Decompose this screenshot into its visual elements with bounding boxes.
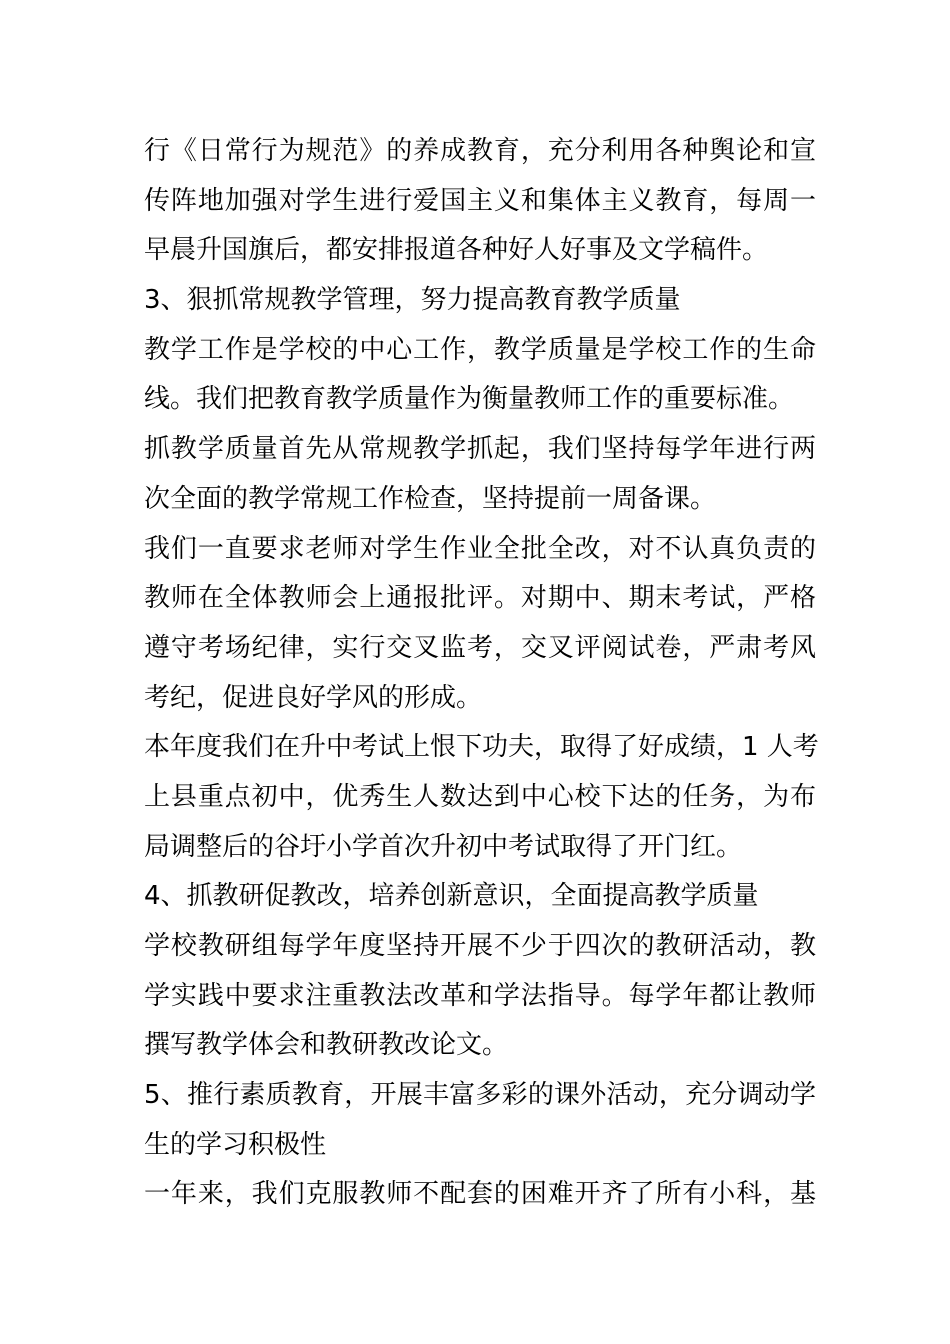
text-line: 传阵地加强对学生进行爱国主义和集体主义教育，每周一 [144, 185, 816, 216]
text-line: 上县重点初中，优秀生人数达到中心校下达的任务，为布 [144, 781, 816, 812]
section-heading-4: 4、抓教研促教改，培养创新意识，全面提高教学质量 [144, 881, 759, 912]
document-body [144, 127, 819, 1220]
text-line: 次全面的教学常规工作检查，坚持提前一周备课。 [144, 483, 717, 514]
text-line: 早晨升国旗后，都安排报道各种好人好事及文学稿件。 [144, 235, 769, 266]
text-line: 考纪，促进良好学风的形成。 [144, 682, 483, 713]
text-line: 我们一直要求老师对学生作业全批全改，对不认真负责的 [144, 533, 816, 564]
section-heading-3: 3、狠抓常规教学管理，努力提高教育教学质量 [144, 285, 681, 316]
text-line: 教学工作是学校的中心工作，教学质量是学校工作的生命 [144, 334, 816, 365]
text-line: 本年度我们在升中考试上恨下功夫，取得了好成绩，1 人考 [144, 732, 819, 763]
section-heading-5: 5、推行素质教育，开展丰富多彩的课外活动，充分调动学 [144, 1080, 816, 1111]
text-line: 线。我们把教育教学质量作为衡量教师工作的重要标准。 [144, 384, 795, 415]
text-line: 局调整后的谷圩小学首次升初中考试取得了开门红。 [144, 831, 743, 862]
text-line: 抓教学质量首先从常规教学抓起，我们坚持每学年进行两 [144, 434, 816, 465]
text-line: 遵守考场纪律，实行交叉监考，交叉评阅试卷，严肃考风 [144, 632, 816, 663]
text-line: 学校教研组每学年度坚持开展不少于四次的教研活动，教 [144, 931, 816, 961]
text-line: 教师在全体教师会上通报批评。对期中、期末考试，严格 [144, 583, 816, 614]
text-line: 学实践中要求注重教法改革和学法指导。每学年都让教师 [144, 980, 816, 1011]
text-line: 一年来，我们克服教师不配套的困难开齐了所有小科，基 [144, 1179, 816, 1210]
text-line: 行《日常行为规范》的养成教育，充分利用各种舆论和宣 [144, 136, 816, 166]
section-heading-5-continued: 生的学习积极性 [144, 1129, 327, 1160]
text-line: 撰写教学体会和教研教改论文。 [144, 1030, 509, 1061]
